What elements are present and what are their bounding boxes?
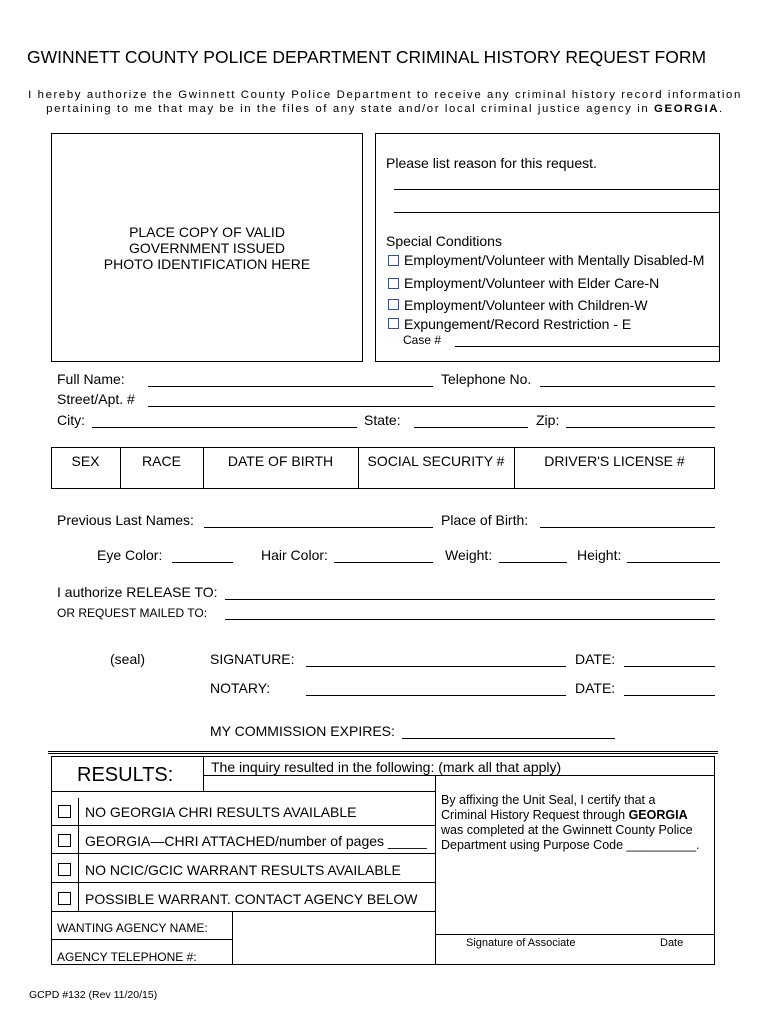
- result-label-no-warrant: NO NCIC/GCIC WARRANT RESULTS AVAILABLE: [85, 862, 401, 878]
- previous-names-label: Previous Last Names:: [57, 512, 194, 528]
- result-checkbox-no-chri[interactable]: [58, 805, 71, 818]
- weight-field[interactable]: [499, 562, 567, 563]
- condition-label-elder-care: Employment/Volunteer with Elder Care-N: [404, 275, 660, 291]
- id-header-license[interactable]: DRIVER'S LICENSE #: [544, 453, 685, 469]
- authorization-line-2-text: pertaining to me that may be in the files of any state and/or local criminal justice agency in: [46, 103, 655, 115]
- photo-id-box[interactable]: [51, 133, 363, 362]
- hair-color-field[interactable]: [334, 562, 433, 563]
- reason-line-1[interactable]: [394, 189, 720, 190]
- agency-row-divider: [51, 939, 232, 940]
- telephone-field[interactable]: [540, 386, 715, 387]
- cert-line-2: [441, 808, 688, 822]
- notary-date-label: DATE:: [575, 680, 616, 696]
- condition-label-expungement: Expungement/Record Restriction - E: [404, 316, 632, 332]
- results-row-divider: [51, 825, 435, 826]
- authorization-line-1: I hereby authorize the Gwinnett County Police Department to receive any criminal history record information: [28, 89, 742, 101]
- condition-checkbox-mentally-disabled[interactable]: [388, 255, 399, 266]
- results-row-divider: [51, 882, 435, 883]
- condition-checkbox-expungement[interactable]: [388, 318, 399, 329]
- results-column-divider: [435, 775, 436, 965]
- cert-line-1: By affixing the Unit Seal, I certify that a: [441, 793, 656, 807]
- results-title-underline: [51, 791, 435, 792]
- release-to-label: I authorize RELEASE TO:: [57, 584, 218, 600]
- authorization-state: GEORGIA: [654, 103, 720, 115]
- signature-date-field[interactable]: [624, 666, 715, 667]
- release-to-field[interactable]: [225, 599, 715, 600]
- city-label: City:: [57, 412, 85, 428]
- height-label: Height:: [577, 547, 622, 563]
- condition-label-mentally-disabled: Employment/Volunteer with Mentally Disabled-M: [404, 252, 705, 268]
- special-conditions-label: Special Conditions: [386, 233, 502, 249]
- reason-line-2[interactable]: [394, 212, 720, 213]
- city-field[interactable]: [92, 427, 357, 428]
- cert-line-2-text: Criminal History Request through: [441, 808, 629, 822]
- full-name-field[interactable]: [148, 386, 433, 387]
- commission-expires-label: MY COMMISSION EXPIRES:: [210, 723, 395, 739]
- condition-checkbox-elder-care[interactable]: [388, 278, 399, 289]
- authorization-line-2: [0, 103, 770, 115]
- full-name-label: Full Name:: [57, 371, 125, 387]
- street-label: Street/Apt. #: [57, 391, 135, 407]
- notary-label: NOTARY:: [210, 680, 271, 696]
- authorization-line-2-end: .: [719, 103, 724, 115]
- cert-line-3: was completed at the Gwinnett County Police: [441, 823, 693, 837]
- id-header-race[interactable]: RACE: [142, 453, 181, 469]
- result-label-no-chri: NO GEORGIA CHRI RESULTS AVAILABLE: [85, 804, 357, 820]
- results-title-divider: [203, 756, 204, 792]
- case-number-line[interactable]: [455, 346, 720, 347]
- previous-names-field[interactable]: [204, 527, 433, 528]
- inquiry-underline: [203, 775, 715, 776]
- signature-label: SIGNATURE:: [210, 651, 295, 667]
- height-field[interactable]: [627, 562, 720, 563]
- form-revision: GCPD #132 (Rev 11/20/15): [29, 989, 158, 1001]
- seal-label: (seal): [110, 651, 146, 667]
- hair-color-label: Hair Color:: [261, 547, 328, 563]
- mailed-to-label: OR REQUEST MAILED TO:: [57, 606, 208, 620]
- id-header-ssn[interactable]: SOCIAL SECURITY #: [367, 453, 505, 469]
- condition-label-children: Employment/Volunteer with Children-W: [404, 297, 648, 313]
- photo-box-line-2: GOVERNMENT ISSUED: [128, 240, 286, 256]
- result-checkbox-possible-warrant[interactable]: [58, 892, 71, 905]
- eye-color-field[interactable]: [172, 562, 233, 563]
- form-title: GWINNETT COUNTY POLICE DEPARTMENT CRIMINAL HISTORY REQUEST FORM: [27, 47, 707, 67]
- reason-label: Please list reason for this request.: [386, 155, 597, 171]
- photo-box-line-1: PLACE COPY OF VALID: [129, 224, 285, 240]
- zip-label: Zip:: [536, 412, 560, 428]
- place-of-birth-label: Place of Birth:: [441, 512, 529, 528]
- mailed-to-field[interactable]: [225, 619, 715, 620]
- results-checkbox-divider: [78, 798, 79, 912]
- result-checkbox-chri-attached[interactable]: [58, 834, 71, 847]
- result-label-chri-attached: GEORGIA—CHRI ATTACHED/number of pages _____: [85, 833, 427, 849]
- associate-signature-label: Signature of Associate: [466, 937, 576, 949]
- notary-field[interactable]: [306, 695, 566, 696]
- place-of-birth-field[interactable]: [540, 527, 715, 528]
- weight-label: Weight:: [445, 547, 493, 563]
- results-separator: [48, 751, 718, 754]
- state-field[interactable]: [414, 427, 528, 428]
- id-header-sex[interactable]: SEX: [71, 453, 100, 469]
- associate-date-label: Date: [660, 937, 684, 949]
- street-field[interactable]: [148, 406, 715, 407]
- zip-field[interactable]: [566, 427, 715, 428]
- result-label-possible-warrant: POSSIBLE WARRANT. CONTACT AGENCY BELOW: [85, 891, 418, 907]
- eye-color-label: Eye Color:: [97, 547, 163, 563]
- photo-box-line-3: PHOTO IDENTIFICATION HERE: [103, 256, 311, 272]
- wanting-agency-label: WANTING AGENCY NAME:: [57, 921, 208, 935]
- signature-date-label: DATE:: [575, 651, 616, 667]
- cert-line-4: Department using Purpose Code __________.: [441, 838, 700, 852]
- results-title: RESULTS:: [77, 764, 174, 786]
- agency-phone-label: AGENCY TELEPHONE #:: [57, 950, 197, 964]
- wanting-agency-field[interactable]: [232, 911, 435, 965]
- case-number-label: Case #: [403, 333, 442, 347]
- associate-signature-line[interactable]: [435, 934, 715, 935]
- telephone-label: Telephone No.: [441, 371, 532, 387]
- results-row-divider: [51, 853, 435, 854]
- notary-date-field[interactable]: [624, 695, 715, 696]
- signature-field[interactable]: [306, 666, 566, 667]
- cert-state: GEORGIA: [628, 808, 688, 822]
- state-label: State:: [364, 412, 401, 428]
- commission-expires-field[interactable]: [402, 738, 615, 739]
- inquiry-text: The inquiry resulted in the following: (mark all that apply): [211, 759, 562, 775]
- id-header-dob[interactable]: DATE OF BIRTH: [227, 453, 334, 469]
- condition-checkbox-children[interactable]: [388, 299, 399, 310]
- result-checkbox-no-warrant[interactable]: [58, 863, 71, 876]
